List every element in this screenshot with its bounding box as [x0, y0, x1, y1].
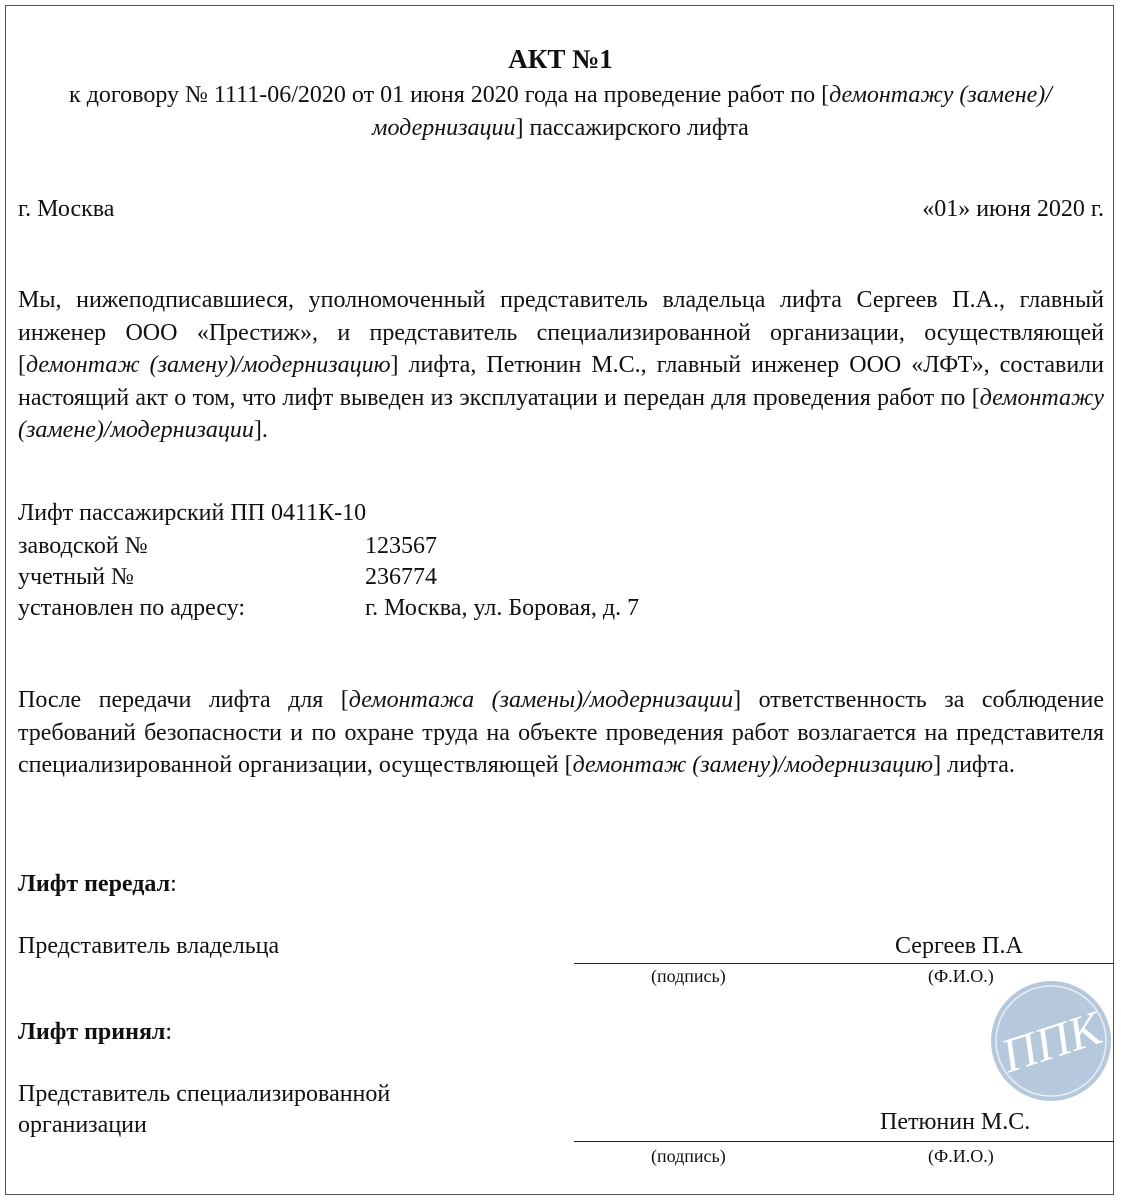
para2-text-1: После передачи лифта для [ — [18, 687, 349, 713]
para2-italic-2: демонтаж (замену)/модернизацию — [572, 752, 934, 778]
para1-text-2: ] лифта, Петюнин М.С., главный инженер ООО «ЛФТ», составили настоящий акт о том, что лифт выведен из эксплуатации и передан для проведения работ по [ — [18, 352, 1104, 411]
subtitle-text-2: ] пассажирского лифта — [515, 115, 749, 141]
accepted-fio-label: (Ф.И.О.) — [928, 1146, 994, 1166]
document-title: АКТ №1 — [508, 44, 613, 74]
para1-text-3: ]. — [253, 417, 268, 443]
handed-heading-bold: Лифт передал — [18, 871, 171, 897]
accepted-signature-label: (подпись) — [651, 1146, 726, 1166]
accepted-signature-line — [574, 1141, 1114, 1142]
handed-name: Сергеев П.А — [895, 933, 1023, 959]
para2-text-3: ] лифта. — [933, 752, 1015, 778]
handed-signature-label: (подпись) — [651, 966, 726, 986]
handed-role: Представитель владельца — [18, 933, 280, 959]
lift-row-value: 236774 — [365, 564, 437, 590]
paragraph-responsibility — [18, 684, 1104, 782]
document-date: «01» июня 2020 г. — [922, 196, 1104, 222]
lift-row-label: установлен по адресу: — [18, 595, 246, 621]
ppk-seal-logo — [988, 978, 1114, 1104]
accepted-role-line-1: Представитель специализированной — [18, 1081, 391, 1107]
lift-row-value: 123567 — [365, 533, 437, 559]
para1-italic-1: демонтаж (замену)/модернизацию — [26, 352, 391, 378]
para1-italic-2: демонтажу (замене)/модернизации — [18, 384, 1104, 443]
accepted-name: Петюнин М.С. — [880, 1109, 1031, 1135]
document-subtitle — [40, 79, 1081, 145]
paragraph-intro — [18, 284, 1104, 447]
para1-text-1: Мы, нижеподписавшиеся, уполномоченный представитель владельца лифта Сергеев П.А., главный инженер ООО «Престиж», и представитель специализированной организации, осуществляющей [ — [18, 287, 1104, 378]
seal-text: ППК — [995, 1001, 1108, 1084]
subtitle-text-1: к договору № 1111-06/2020 от 01 июня 2020 года на проведение работ по [ — [69, 82, 830, 108]
subtitle-italic-1: демонтажу (замене)/модернизации — [372, 82, 1052, 141]
lift-row-label: учетный № — [18, 564, 134, 590]
lift-row-label: заводской № — [18, 533, 148, 559]
para2-text-2: ] ответственность за соблюдение требований безопасности и по охране труда на объекте проведения работ возлагается на представителя специализированной организации, осуществляющей [ — [18, 687, 1104, 778]
accepted-heading — [18, 1019, 172, 1046]
handed-colon: : — [170, 871, 177, 897]
para2-italic-1: демонтажа (замены)/модернизации — [348, 687, 734, 713]
handed-heading — [18, 871, 177, 898]
lift-row-value: г. Москва, ул. Боровая, д. 7 — [365, 595, 640, 621]
handed-signature-line — [574, 963, 1114, 964]
accepted-role-line-2: организации — [18, 1112, 147, 1138]
accepted-colon: : — [165, 1019, 173, 1045]
city: г. Москва — [18, 196, 115, 222]
lift-heading: Лифт пассажирский ПП 0411К-10 — [18, 500, 367, 526]
accepted-heading-bold: Лифт принял — [18, 1019, 166, 1045]
handed-fio-label: (Ф.И.О.) — [928, 966, 994, 986]
